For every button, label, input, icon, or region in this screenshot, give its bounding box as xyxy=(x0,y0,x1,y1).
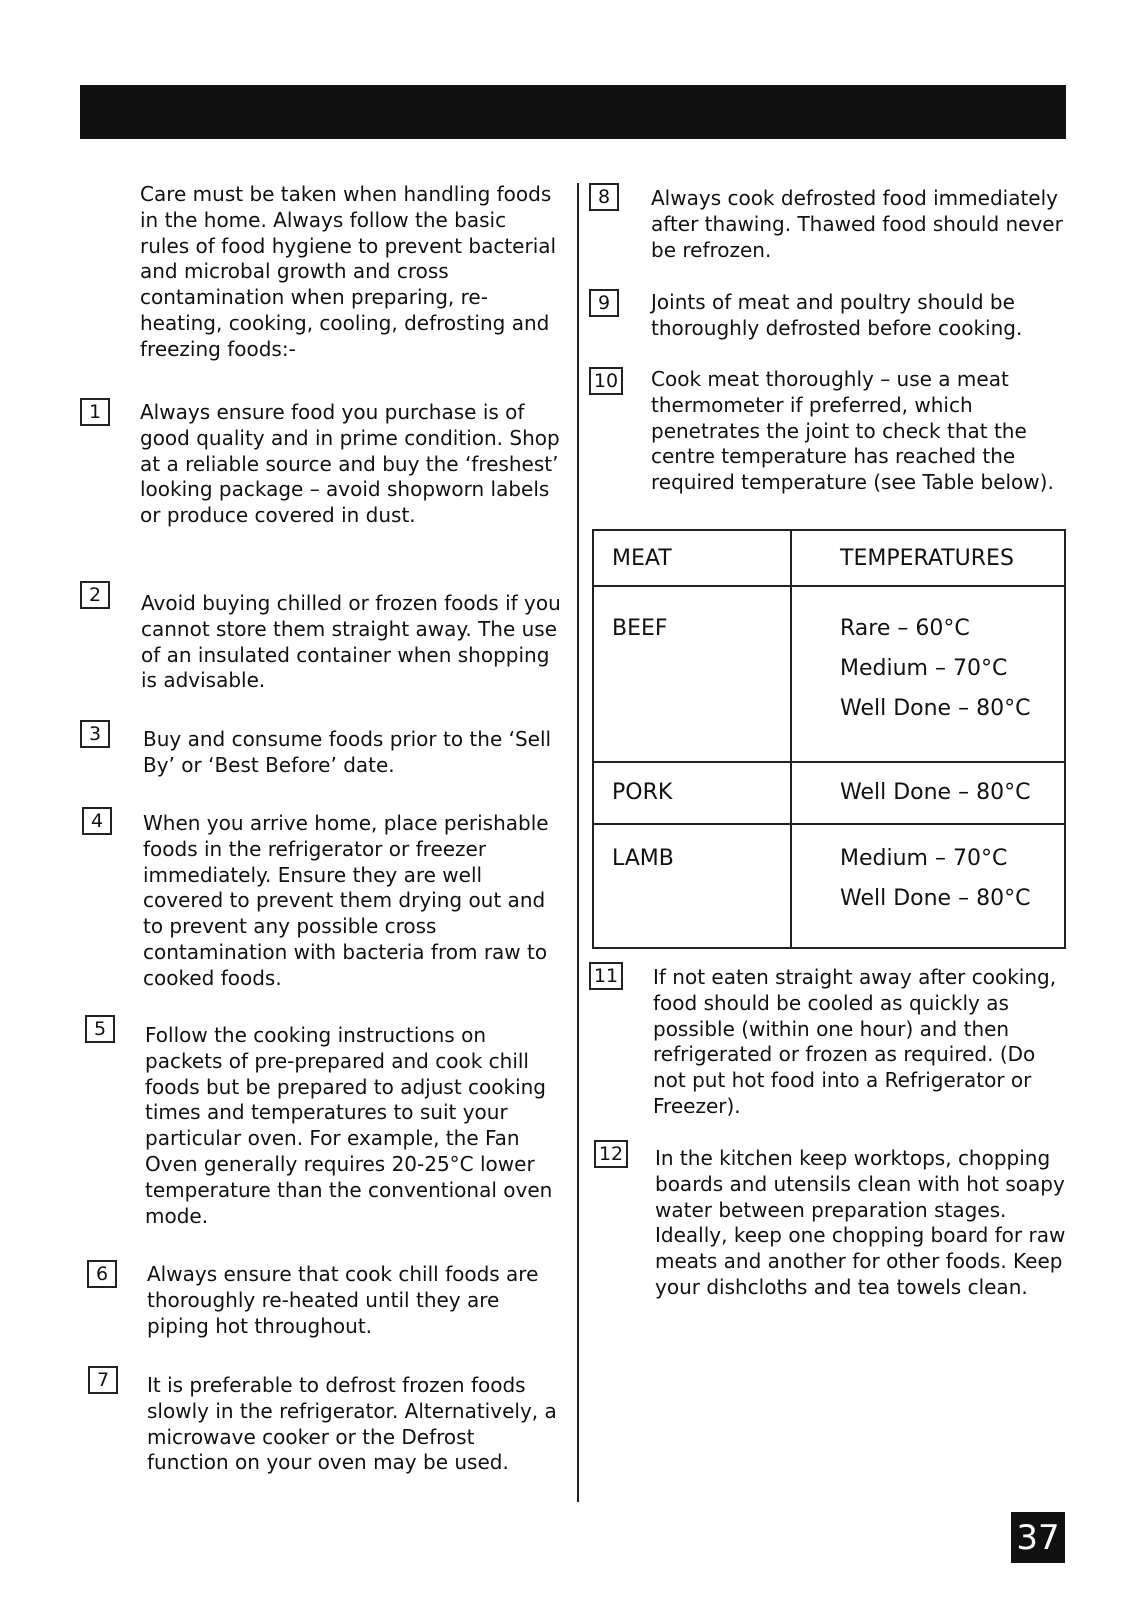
pork-temp-well-done: Well Done – 80°C xyxy=(840,780,1031,805)
item-number-9: 9 xyxy=(589,289,619,317)
item-text-5: Follow the cooking instructions on packets of pre-prepared and cook chill foods but be prepared to adjust cooking times and temperatures to suit your particular oven. For example, the Fan Oven generally requires 20-25°C lower temperature than the conventional oven mode. xyxy=(145,1023,553,1228)
page-number: 37 xyxy=(1011,1512,1065,1563)
meat-lamb: LAMB xyxy=(612,846,674,871)
beef-temp-rare: Rare – 60°C xyxy=(840,616,970,641)
beef-temp-well-done: Well Done – 80°C xyxy=(840,696,1031,721)
item-text-2: Avoid buying chilled or frozen foods if you cannot store them straight away. The use of an insulated container when shopping is advisable. xyxy=(141,591,561,693)
meat-pork: PORK xyxy=(612,780,673,805)
table-row-lamb xyxy=(593,824,1065,948)
meat-temperature-table xyxy=(592,529,1066,949)
item-number-11: 11 xyxy=(589,962,623,990)
header-bar xyxy=(80,85,1066,139)
item-number-8: 8 xyxy=(589,183,619,211)
item-number-2: 2 xyxy=(80,581,110,609)
table-row-pork xyxy=(593,762,1065,824)
item-number-5: 5 xyxy=(85,1015,115,1043)
item-text-4: When you arrive home, place perishable foods in the refrigerator or freezer immediately. Ensure they are well covered to prevent them drying out and to prevent any possible cross contamination with bacteria from raw to cooked foods. xyxy=(143,811,549,990)
header-temperatures: TEMPERATURES xyxy=(791,530,1065,586)
item-text-9: Joints of meat and poultry should be thoroughly defrosted before cooking. xyxy=(651,290,1023,340)
item-number-10: 10 xyxy=(589,367,623,395)
meat-beef: BEEF xyxy=(612,616,668,641)
item-text-8: Always cook defrosted food immediately after thawing. Thawed food should never be refrozen. xyxy=(651,186,1063,262)
item-number-1: 1 xyxy=(80,398,110,426)
item-text-6: Always ensure that cook chill foods are thoroughly re-heated until they are piping hot throughout. xyxy=(147,1262,539,1338)
lamb-temp-well-done: Well Done – 80°C xyxy=(840,886,1031,911)
item-text-12: In the kitchen keep worktops, chopping boards and utensils clean with hot soapy water between preparation stages. Ideally, keep one chopping board for raw meats and another for other foods. Keep your dishcloths and tea towels clean. xyxy=(655,1146,1066,1299)
item-number-12: 12 xyxy=(594,1140,628,1168)
item-number-4: 4 xyxy=(82,807,112,835)
item-text-11: If not eaten straight away after cooking, food should be cooled as quickly as possible (within one hour) and then refrigerated or frozen as required. (Do not put hot food into a Refrigerator or Freezer). xyxy=(653,965,1057,1118)
column-divider xyxy=(577,183,579,1502)
item-text-3: Buy and consume foods prior to the ‘Sell By’ or ‘Best Before’ date. xyxy=(143,727,552,777)
table-header-row xyxy=(593,530,1065,586)
item-number-7: 7 xyxy=(88,1366,118,1394)
item-number-3: 3 xyxy=(80,720,110,748)
item-text-7: It is preferable to defrost frozen foods slowly in the refrigerator. Alternatively, a microwave cooker or the Defrost function on your oven may be used. xyxy=(147,1373,557,1475)
header-meat: MEAT xyxy=(593,530,791,586)
intro-paragraph: Care must be taken when handling foods in the home. Always follow the basic rules of food hygiene to prevent bacterial and microbal growth and cross contamination when preparing, re-heating, cooking, cooling, defrosting and freezing foods:- xyxy=(140,182,557,361)
item-text-10: Cook meat thoroughly – use a meat thermometer if preferred, which penetrates the joint to check that the centre temperature has reached the required temperature (see Table below). xyxy=(651,367,1054,495)
item-text-1: Always ensure food you purchase is of good quality and in prime condition. Shop at a reliable source and buy the ‘freshest’ looking package – avoid shopworn labels or produce covered in dust. xyxy=(140,400,560,528)
item-number-6: 6 xyxy=(87,1260,117,1288)
lamb-temp-medium: Medium – 70°C xyxy=(840,846,1008,871)
beef-temp-medium: Medium – 70°C xyxy=(840,656,1008,681)
table-row-beef xyxy=(593,586,1065,762)
